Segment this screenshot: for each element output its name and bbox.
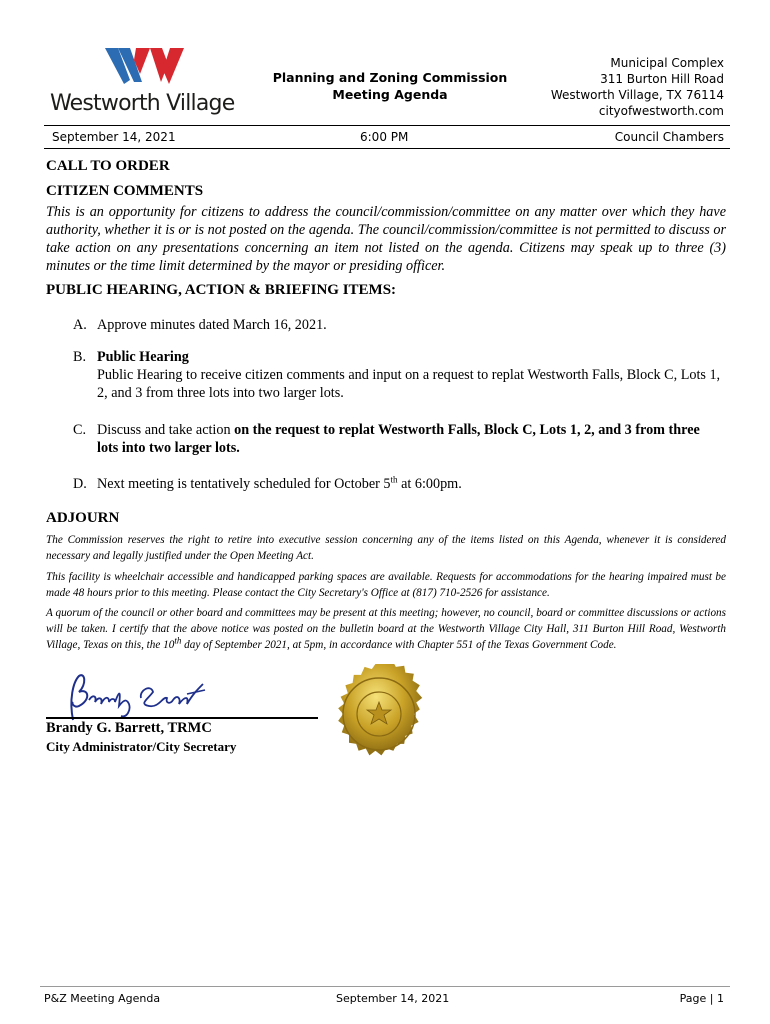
item-title: Public Hearing [97, 349, 189, 365]
signature-line [46, 717, 318, 719]
adjourn-heading: ADJOURN [46, 510, 120, 526]
agenda-item-d [73, 475, 723, 493]
item-letter: A. [73, 317, 87, 333]
item-letter: D. [73, 476, 87, 492]
item-text-bold: on the request to replat Westworth Falls, Block C, Lots 1, 2, and 3 from three lots into two larger lots. [97, 422, 700, 456]
footer-date: September 14, 2021 [336, 992, 450, 1005]
agenda-item-a [73, 316, 723, 334]
meeting-date: September 14, 2021 [52, 130, 176, 144]
item-letter: C. [73, 422, 87, 438]
quorum-notice [46, 605, 726, 653]
ordinal-suffix: th [174, 635, 182, 646]
ordinal-suffix: th [390, 474, 398, 485]
header-divider-bottom [44, 148, 730, 149]
meeting-location: Council Chambers [614, 130, 724, 144]
citizen-comments-text: This is an opportunity for citizens to address the council/commission/committee on any matter over which they have authority, whether it is or is not posted on the agenda. The council/commission/committee is not permitted to discuss or take action on any presentations concerning an item not listed on the agenda. Citizens may speak up to three (3) minutes or the time limit determined by the mayor or presiding officer. [46, 204, 726, 274]
public-hearing-heading: PUBLIC HEARING, ACTION & BRIEFING ITEMS: [46, 282, 397, 298]
quorum-text: A quorum of the council or other board and committees may be present at this meeting; however, no council, board or committee discussions or actions will be taken. I certify that the above notice was posted on the bulletin board at the Westworth Village City Hall, 311 Burton Hill Road, Westworth Village, Texas on this, the 10 [46, 607, 726, 651]
title-line-2: Meeting Agenda [332, 87, 448, 102]
item-text: Next meeting is tentatively scheduled for October 5 [97, 476, 391, 492]
agenda-item-b [73, 348, 723, 402]
agenda-item-c [73, 421, 723, 457]
accessibility-notice: This facility is wheelchair accessible and handicapped parking spaces are available. Requests for accommodations for the hearing impaired must be made 48 hours prior to this meeting. Please contact the City Secretary's Office at (817) 710-2526 for assistance. [46, 571, 726, 599]
website-link[interactable]: cityofwestworth.com [598, 104, 724, 118]
city-seal [318, 664, 440, 764]
municipal-address [551, 55, 724, 119]
document-title [270, 69, 510, 103]
citizen-comments-heading: CITIZEN COMMENTS [46, 183, 204, 199]
address-line: 311 Burton Hill Road [600, 72, 724, 86]
executive-session-notice: The Commission reserves the right to retire into executive session concerning any of the items listed on this Agenda, whenever it is considered necessary and legally justified under the Open Meeting Act. [46, 534, 726, 562]
footer-divider [40, 986, 730, 987]
meeting-time: 6:00 PM [360, 130, 409, 144]
item-text-end: at 6:00pm. [397, 476, 462, 492]
address-line: Municipal Complex [610, 56, 724, 70]
item-text: Public Hearing to receive citizen comments and input on a request to replat Westworth Falls, Block C, Lots 1, 2, and 3 from three lots into two larger lots. [97, 367, 721, 401]
signer-title: City Administrator/City Secretary [46, 739, 237, 754]
logo-text: Westworth Village [50, 91, 235, 116]
call-to-order-heading: CALL TO ORDER [46, 158, 170, 174]
quorum-text-end: day of September 2021, at 5pm, in accordance with Chapter 551 of the Texas Government Code. [181, 639, 617, 651]
item-letter: B. [73, 349, 87, 365]
title-line-1: Planning and Zoning Commission [272, 70, 508, 85]
item-text: Approve minutes dated March 16, 2021. [97, 317, 327, 333]
footer-page-number: Page | 1 [679, 992, 724, 1005]
item-text: Discuss and take action [97, 422, 235, 438]
footer-document-name: P&Z Meeting Agenda [44, 992, 161, 1005]
signer-name: Brandy G. Barrett, TRMC [46, 720, 212, 736]
header-divider [44, 125, 730, 126]
address-line: Westworth Village, TX 76114 [550, 88, 724, 102]
